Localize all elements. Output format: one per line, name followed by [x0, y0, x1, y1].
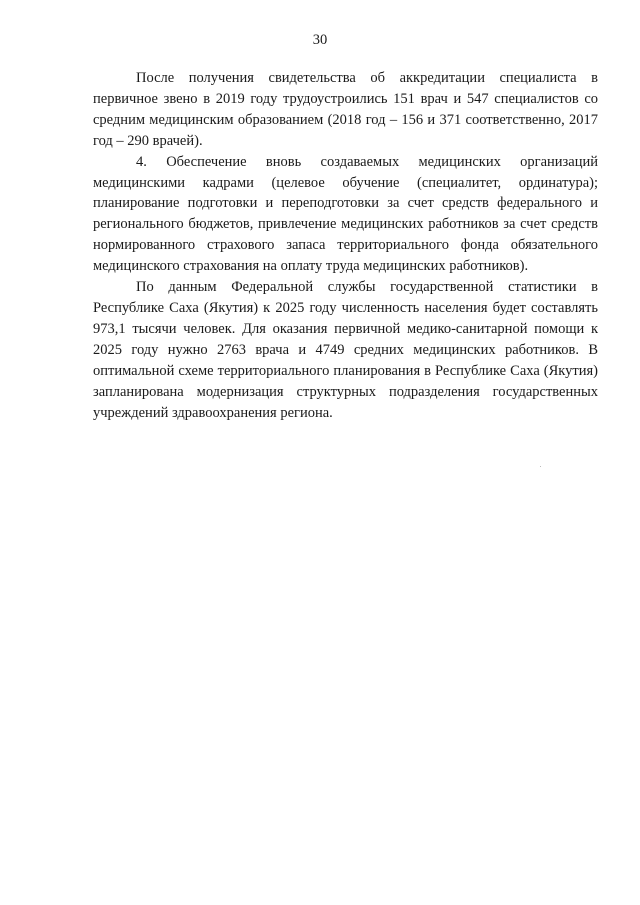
page-number: 30: [312, 32, 328, 48]
paragraph-accreditation: После получения свидетельства об аккредитации специалиста в первичное звено в 2019 году трудоустроились 151 врач и 547 специалистов со средним медицинским образованием (2018 год – 156 и 371 соответственно, 2017 год – 290 врачей).: [93, 70, 598, 149]
paragraph-staffing-measures: 4. Обеспечение вновь создаваемых медицинских организаций медицинскими кадрами (целевое обучение (специалитет, ординатура); планирование подготовки и переподготовки за счет средств федерального и регионального бюджетов, привлечение медицинских работников за счет средств нормированного страхового запаса территориального фонда обязательного медицинского страхования на оплату труда медицинских работников).: [93, 153, 598, 275]
paragraph-population-forecast: По данным Федеральной службы государственной статистики в Республике Саха (Якутия) к 2025 году численность населения будет составлять 973,1 тысячи человек. Для оказания первичной медико-санитарной помощи к 2025 году нужно 2763 врача и 4749 средних медицинских работников. В оптимальной схеме территориального планирования в Республике Саха (Якутия) запланирована модернизация структурных подразделения государственных учреждений здравоохранения региона.: [93, 279, 598, 421]
scan-speck: [540, 466, 541, 467]
document-body: [93, 68, 598, 423]
